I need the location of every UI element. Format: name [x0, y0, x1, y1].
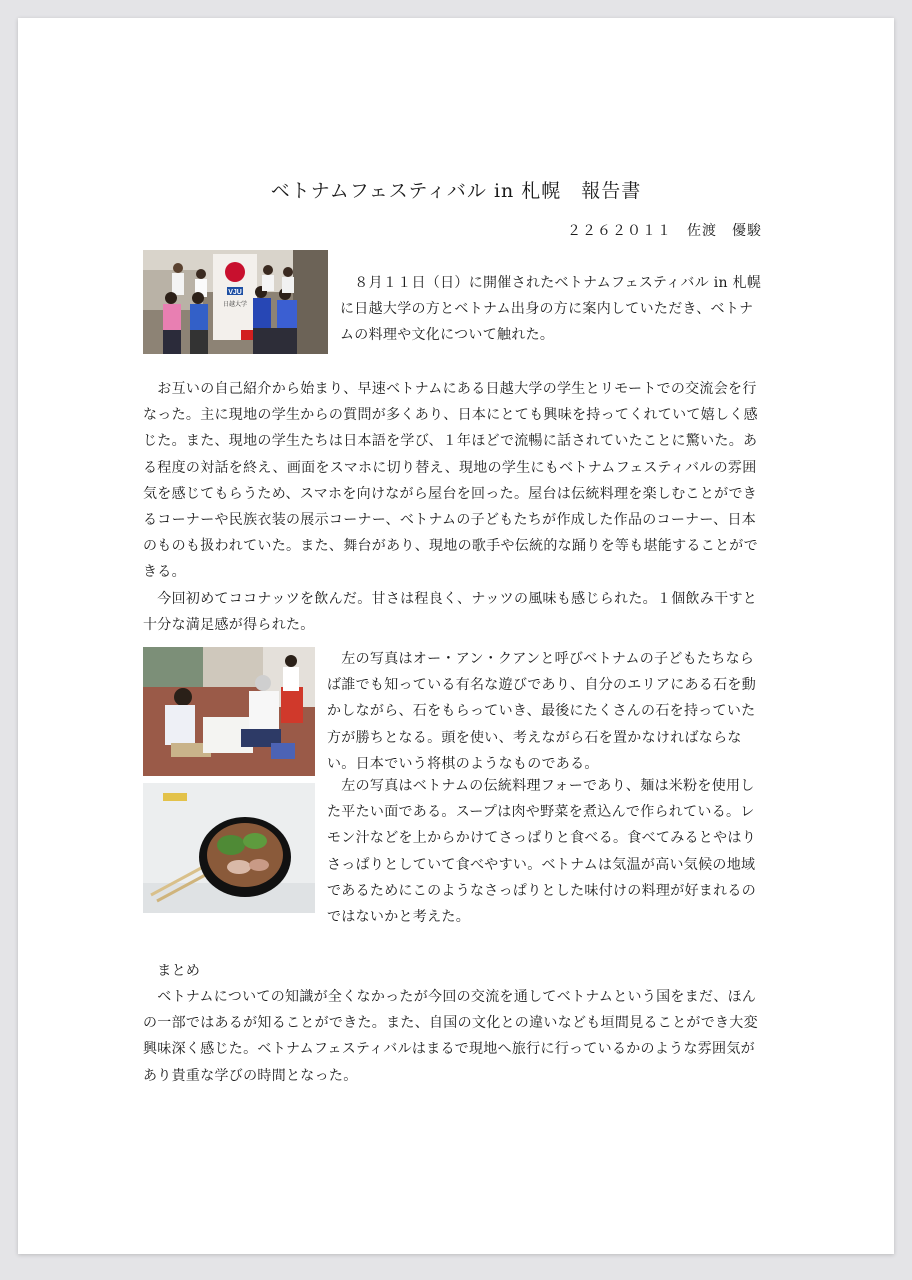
game-paragraph: 左の写真はオー・アン・クアンと呼びベトナムの子どもたちならば誰でも知っている有名な遊びであり、自分のエリアにある石を動かしながら、石をもらっていき、最後にたくさんの石を持っていた方が勝ちとなる。頭を使い、考えながら石を置かなければならない。日本でいう将棋のようなものである。 — [327, 651, 756, 772]
coconut-paragraph: 今回初めてココナッツを飲んだ。甘さは程良く、ナッツの風味も感じられた。１個飲み干すと十分な満足感が得られた。 — [143, 591, 758, 634]
vju-banner-sub: 日越大学 — [222, 301, 248, 308]
group-photo — [143, 250, 328, 354]
pho-photo — [143, 783, 315, 913]
pho-paragraph: 左の写真はベトナムの伝統料理フォーであり、麺は米粉を使用した平たい面である。スープは肉や野菜を煮込んで作られている。レモン汁などを上からかけてさっぱりと食べる。食べてみるとやはりさっぱりとしていて食べやすい。ベトナムは気温が高い気候の地域であるためにこのようなさっぱりとした味付けの料理が好まれるのではないかと考えた。 — [327, 778, 756, 926]
document-page — [18, 18, 894, 1254]
exchange-paragraph: お互いの自己紹介から始まり、早速ベトナムにある日越大学の学生とリモートでの交流会を行なった。主に現地の学生からの質問が多くあり、日本にとても興味を持ってくれていて嬉しく感じた。また、現地の学生たちは日本語を学び、１年ほどで流暢に話されていたことに驚いた。ある程度の対話を終え、画面をスマホに切り替え、現地の学生にもベトナムフェスティバルの雰囲気を感じてもらうため、スマホを向けながら屋台を回った。屋台は伝統料理を楽しむことができるコーナーや民族衣装の展示コーナー、ベトナムの子どもたちが作成した作品のコーナー、日本のものも扱われていた。また、舞台があり、現地の歌手や伝統的な踊りを等も堪能することができる。 — [143, 381, 758, 581]
author-line: ２２６２０１１ 佐渡 優駿 — [567, 223, 762, 239]
summary-heading: まとめ — [143, 963, 201, 979]
intro-paragraph: ８月１１日（日）に開催されたベトナムフェスティバル in 札幌に日越大学の方とベトナム出身の方に案内していただき、ベトナムの料理や文化について触れた。 — [340, 275, 762, 344]
game-photo — [143, 647, 315, 776]
vju-banner-text: VJU — [228, 289, 242, 296]
document-title: ベトナムフェスティバル in 札幌 報告書 — [270, 180, 642, 202]
summary-paragraph: ベトナムについての知識が全くなかったが今回の交流を通してベトナムという国をまだ、ほんの一部ではあるが知ることができた。また、自国の文化との違いなども垣間見ることができ大変興味深く感じた。ベトナムフェスティバルはまるで現地へ旅行に行っているかのような雰囲気があり貴重な学びの時間となった。 — [143, 989, 758, 1084]
